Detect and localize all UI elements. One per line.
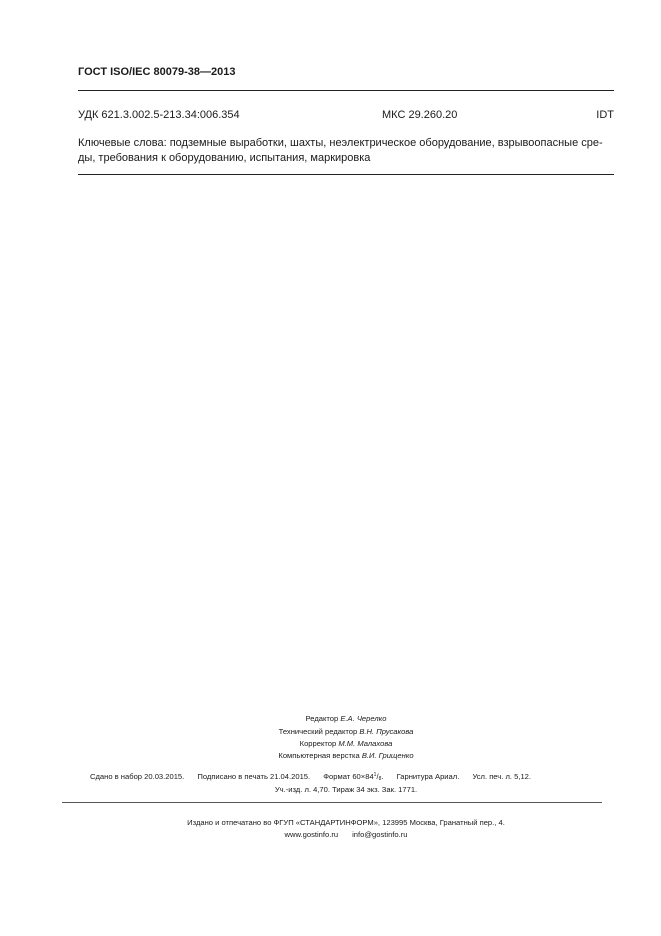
publisher-line: Издано и отпечатано во ФГУП «СТАНДАРТИНФОРМ», 123995 Москва, Гранатный пер., 4. (187, 818, 505, 827)
tech-editor-name: В.Н. Прусакова (359, 727, 414, 736)
layout-line (0, 751, 661, 760)
publication-details-2: Уч.-изд. л. 4,70. Тираж 34 экз. Зак. 1771. (274, 785, 418, 794)
print-sheets: Усл. печ. л. 5,12. (472, 772, 531, 781)
udk-code: УДК 621.3.002.5-213.34:006.354 (78, 109, 240, 121)
header-rule (78, 90, 614, 91)
keywords-block (78, 136, 614, 166)
format-numerator: 1 (373, 772, 377, 778)
corrector-role: Корректор (299, 739, 337, 748)
website-link[interactable]: www.gostinfo.ru (284, 830, 339, 839)
editor-name: Е.А. Черелко (340, 714, 387, 723)
email-link[interactable]: info@gostinfo.ru (352, 830, 408, 839)
signed-date: Подписано в печать 21.04.2015. (197, 772, 311, 781)
typeface: Гарнитура Ариал. (396, 772, 460, 781)
layout-role: Компьютерная верстка (278, 751, 360, 760)
footer-rule (62, 802, 602, 803)
editor-role: Редактор (305, 714, 339, 723)
idt-code: IDT (596, 109, 614, 121)
tech-editor-role: Технический редактор (278, 727, 358, 736)
editor-line (0, 714, 661, 723)
corrector-name: М.М. Малахова (338, 739, 393, 748)
document-title: ГОСТ ISO/IEC 80079-38—2013 (78, 66, 236, 78)
submitted-date: Сдано в набор 20.03.2015. (90, 772, 185, 781)
format-denominator: 8 (378, 776, 382, 782)
layout-name: В.И. Грищенко (361, 751, 414, 760)
paper-format: Формат $60\times 84^1/_8$. (323, 772, 384, 782)
mks-code: МКС 29.260.20 (382, 109, 458, 121)
corrector-line (0, 739, 661, 748)
tech-editor-line (0, 727, 661, 736)
publication-details (90, 772, 531, 782)
keywords-line-1: Ключевые слова: подземные выработки, шахты, неэлектрическое оборудование, взрывоопасные сре- (78, 137, 603, 149)
contacts-line (0, 830, 661, 839)
keywords-rule (78, 174, 614, 175)
keywords-line-2: ды, требования к оборудованию, испытания, маркировка (78, 152, 371, 164)
